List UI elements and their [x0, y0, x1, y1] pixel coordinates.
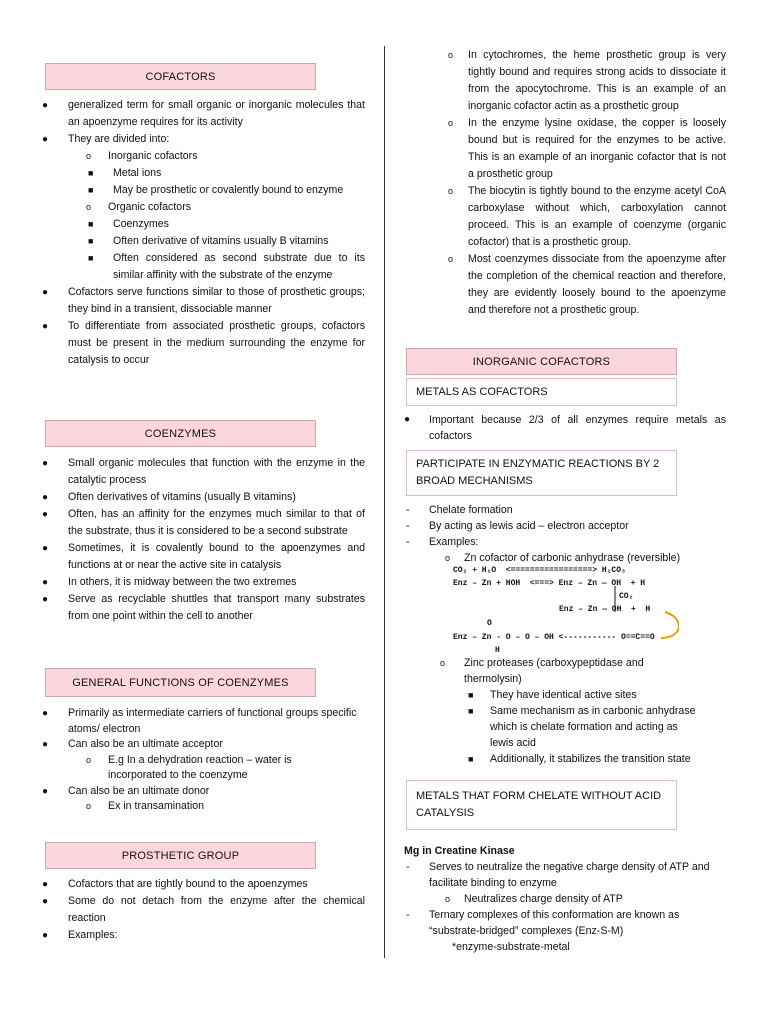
- list-item: ■ Often derivative of vitamins usually B vitamins: [88, 235, 329, 247]
- diagram-line-2: Enz – Zn + HOH <===> Enz – Zn — OH + H: [453, 579, 646, 588]
- list-item: ● Primarily as intermediate carriers of functional groups specific atoms/ electron: [42, 707, 357, 735]
- list-item: ● Cofactors that are tightly bound to the apoenzymes: [42, 878, 308, 890]
- list-item: o Organic cofactors: [86, 201, 192, 213]
- prosthetic-list: [30, 876, 365, 944]
- list-item: ■ Coenzymes: [88, 218, 169, 230]
- column-divider: [384, 46, 385, 958]
- list-item: ● Can also be an ultimate donor: [42, 784, 210, 797]
- list-item: o In the enzyme lysine oxidase, the copper is loosely bound but is required for the enzymes to be active. This is an example of an inorganic cofactor that is not a prosthetic group: [448, 117, 726, 180]
- list-item: o Inorganic cofactors: [86, 150, 198, 162]
- list-item: o In cytochromes, the heme prosthetic group is very tightly bound and requires strong acids to dissociate it from the apocytochrome. This is an example of an inorganic cofactor actin as a prosthetic group: [448, 49, 726, 112]
- list-item: o Zn cofactor of carbonic anhydrase (reversible): [445, 552, 681, 564]
- zinc-proteases-list: [392, 655, 726, 767]
- list-item: ● To differentiate from associated prosthetic groups, cofactors must be present in the medium surrounding the enzyme for catalysis to occur: [42, 320, 365, 366]
- list-item: o The biocytin is tightly bound to the enzyme acetyl CoA carboxylase without which, carboxylation cannot proceed. This is an example of coenzyme (organic cofactor) that is a prosthetic group.: [448, 185, 726, 248]
- list-item: ● Important because 2/3 of all enzymes require metals as cofactors: [404, 414, 726, 442]
- list-item: ● Cofactors serve functions similar to those of prosthetic groups; they bind in a transient, dissociable manner: [42, 286, 365, 315]
- metals-heading: METALS AS COFACTORS: [406, 378, 677, 406]
- list-item: ■ May be prosthetic or covalently bound to enzyme: [88, 184, 344, 196]
- mg-section: [392, 843, 726, 955]
- carbonic-anhydrase-diagram: [447, 566, 679, 654]
- prosthetic-examples: [392, 47, 726, 319]
- list-item: ● Some do not detach from the enzyme after the chemical reaction: [42, 895, 365, 924]
- diagram-line-6: Enz – Zn - O – O – OH <----------- O==C==O: [453, 633, 655, 642]
- list-item: o Most coenzymes dissociate from the apoenzyme after the completion of the chemical reaction and therefore, they are evidently loosely bound to the apoenzyme and therefore not a prosthetic group.: [448, 253, 726, 316]
- list-item: ● Serve as recyclable shuttles that transport many substrates from one point within the cell to another: [42, 593, 365, 622]
- list-item: - Examples:: [406, 536, 479, 548]
- list-item: o Ex in transamination: [86, 800, 204, 812]
- list-item: ■ Often considered as second substrate due to its similar affinity with the substrate of the enzyme: [88, 252, 365, 281]
- functions-list: [30, 706, 365, 815]
- list-item: - Ternary complexes of this conformation are known as “substrate-bridged” complexes (Enz-S-M): [406, 909, 680, 937]
- list-item: - By acting as lewis acid – electron acceptor: [406, 520, 629, 532]
- diagram-line-4: Enz – Zn — OH + H: [559, 605, 651, 614]
- list-item: - Chelate formation: [406, 504, 513, 516]
- list-item: ● Small organic molecules that function with the enzyme in the catalytic process: [42, 457, 365, 486]
- list-item: o E.g In a dehydration reaction – water is incorporated to the coenzyme: [86, 753, 292, 781]
- chelate-heading: METALS THAT FORM CHELATE WITHOUT ACID CATALYSIS: [406, 780, 677, 830]
- mg-note: *enzyme-substrate-metal: [452, 941, 570, 953]
- list-item: o Zinc proteases (carboxypeptidase and thermolysin): [440, 657, 644, 685]
- list-item: ● Often, has an affinity for the enzymes much similar to that of the substrate, thus it is considered to be a second substrate: [42, 508, 365, 537]
- coenzymes-list: [30, 455, 365, 625]
- coenzymes-heading: COENZYMES: [45, 420, 316, 447]
- list-item: ■ Additionally, it stabilizes the transition state: [468, 753, 691, 765]
- list-item: ■ Same mechanism as in carbonic anhydrase which is chelate formation and acting as lewis acid: [468, 705, 696, 749]
- list-item: ● generalized term for small organic or inorganic molecules that an apoenzyme requires for its activity: [42, 99, 365, 128]
- list-item: ● Examples:: [42, 929, 118, 941]
- mechanisms-list: [392, 502, 726, 566]
- list-item: ● Sometimes, it is covalently bound to the apoenzymes and functions at or near the active site in catalysis: [42, 542, 365, 571]
- list-item: ● In others, it is midway between the two extremes: [42, 576, 297, 588]
- diagram-line-7: H: [495, 646, 500, 655]
- list-item: o Neutralizes charge density of ATP: [445, 893, 623, 905]
- metals-list: [392, 412, 726, 444]
- diagram-line-5: O: [487, 619, 492, 628]
- list-item: ● Can also be an ultimate acceptor: [42, 738, 223, 750]
- mechanisms-heading: PARTICIPATE IN ENZYMATIC REACTIONS BY 2 BROAD MECHANISMS: [406, 450, 677, 496]
- inorganic-heading: INORGANIC COFACTORS: [406, 348, 677, 375]
- diagram-line-3: CO₂: [619, 592, 634, 601]
- diagram-arrows: [447, 566, 679, 654]
- prosthetic-heading: PROSTHETIC GROUP: [45, 842, 316, 869]
- list-item: ■ They have identical active sites: [468, 689, 637, 701]
- list-item: ■ Metal ions: [88, 167, 162, 179]
- functions-heading: GENERAL FUNCTIONS OF COENZYMES: [45, 668, 316, 697]
- list-item: ● Often derivatives of vitamins (usually B vitamins): [42, 491, 296, 503]
- diagram-line-1: CO₂ + H₂O <=================> H₂CO₃: [453, 566, 626, 575]
- list-item: ● They are divided into:: [42, 133, 170, 145]
- mg-title: Mg in Creatine Kinase: [404, 845, 515, 857]
- cofactors-list: [30, 97, 365, 369]
- list-item: - Serves to neutralize the negative charge density of ATP and facilitate binding to enzyme: [406, 861, 710, 889]
- cofactors-heading: COFACTORS: [45, 63, 316, 90]
